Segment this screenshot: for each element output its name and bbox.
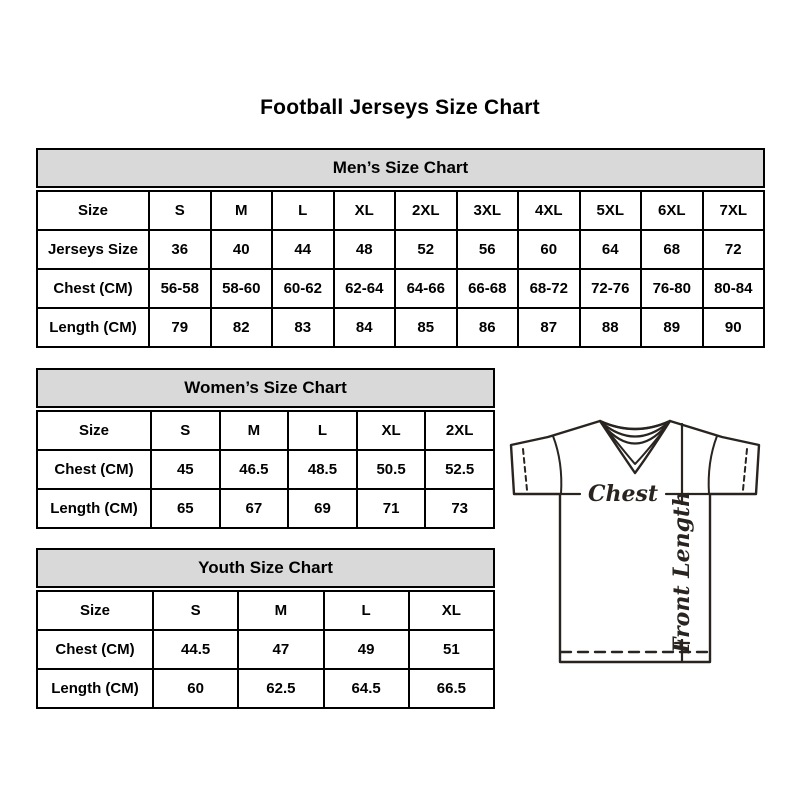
table-cell: XL (357, 411, 426, 450)
table-cell: 60-62 (272, 269, 334, 308)
table-cell: 50.5 (357, 450, 426, 489)
table-cell: 72-76 (580, 269, 642, 308)
table-cell: 36 (149, 230, 211, 269)
table-cell: 84 (334, 308, 396, 347)
table-cell: 44 (272, 230, 334, 269)
table-cell: 72 (703, 230, 765, 269)
youth-table-body (36, 590, 495, 709)
table-cell: 51 (409, 630, 494, 669)
chest-label: Chest (587, 481, 659, 507)
table-cell: 68 (641, 230, 703, 269)
table-cell: 7XL (703, 191, 765, 230)
table-cell: 73 (425, 489, 494, 528)
table-cell: S (149, 191, 211, 230)
youth-table-header: Youth Size Chart (36, 548, 495, 588)
table-cell: 3XL (457, 191, 519, 230)
table-cell: 80-84 (703, 269, 765, 308)
table-cell: 65 (151, 489, 220, 528)
table-row (37, 269, 764, 308)
row-label: Chest (CM) (37, 450, 151, 489)
womens-table-body (36, 410, 495, 529)
mens-table-header: Men’s Size Chart (36, 148, 765, 188)
table-cell: M (220, 411, 289, 450)
table-cell: 62-64 (334, 269, 396, 308)
table-cell: 62.5 (238, 669, 323, 708)
table-cell: 52.5 (425, 450, 494, 489)
table-row (37, 669, 494, 708)
table-cell: 40 (211, 230, 273, 269)
table-cell: 49 (324, 630, 409, 669)
table-cell: 60 (153, 669, 238, 708)
table-cell: 83 (272, 308, 334, 347)
table-cell: 85 (395, 308, 457, 347)
mens-table-body (36, 190, 765, 348)
table-cell: 69 (288, 489, 357, 528)
table-cell: S (151, 411, 220, 450)
table-cell: 48 (334, 230, 396, 269)
table-row (37, 191, 764, 230)
table-cell: 56 (457, 230, 519, 269)
table-cell: 71 (357, 489, 426, 528)
table-row (37, 450, 494, 489)
table-cell: 60 (518, 230, 580, 269)
table-cell: 47 (238, 630, 323, 669)
table-cell: XL (409, 591, 494, 630)
table-cell: 46.5 (220, 450, 289, 489)
table-cell: 64-66 (395, 269, 457, 308)
table-cell: 45 (151, 450, 220, 489)
row-label: Length (CM) (37, 308, 149, 347)
table-cell: XL (334, 191, 396, 230)
table-cell: M (211, 191, 273, 230)
table-cell: 86 (457, 308, 519, 347)
table-cell: L (272, 191, 334, 230)
table-cell: 76-80 (641, 269, 703, 308)
table-row (37, 411, 494, 450)
table-cell: 79 (149, 308, 211, 347)
table-cell: 52 (395, 230, 457, 269)
youth-size-table (36, 548, 495, 709)
table-cell: 66-68 (457, 269, 519, 308)
table-cell: 88 (580, 308, 642, 347)
table-cell: 82 (211, 308, 273, 347)
row-label: Size (37, 191, 149, 230)
jersey-body-outline (511, 421, 759, 662)
table-row (37, 489, 494, 528)
table-row (37, 630, 494, 669)
table-cell: 6XL (641, 191, 703, 230)
table-row (37, 591, 494, 630)
table-cell: 89 (641, 308, 703, 347)
table-cell: 90 (703, 308, 765, 347)
womens-size-table (36, 368, 495, 529)
table-cell: 67 (220, 489, 289, 528)
table-cell: 56-58 (149, 269, 211, 308)
table-row (37, 308, 764, 347)
table-cell: 87 (518, 308, 580, 347)
table-cell: 48.5 (288, 450, 357, 489)
row-label: Size (37, 591, 153, 630)
table-cell: L (324, 591, 409, 630)
table-cell: 64.5 (324, 669, 409, 708)
table-cell: 58-60 (211, 269, 273, 308)
jersey-measurement-diagram (503, 407, 775, 669)
front-length-label: Front Length (669, 490, 695, 654)
table-cell: 64 (580, 230, 642, 269)
jersey-illustration (503, 407, 775, 669)
table-cell: 5XL (580, 191, 642, 230)
row-label: Chest (CM) (37, 630, 153, 669)
table-cell: 2XL (425, 411, 494, 450)
row-label: Length (CM) (37, 669, 153, 708)
table-row (37, 230, 764, 269)
table-cell: L (288, 411, 357, 450)
table-cell: 44.5 (153, 630, 238, 669)
page-title: Football Jerseys Size Chart (260, 96, 540, 119)
row-label: Chest (CM) (37, 269, 149, 308)
row-label: Size (37, 411, 151, 450)
table-cell: 66.5 (409, 669, 494, 708)
table-cell: 68-72 (518, 269, 580, 308)
table-cell: M (238, 591, 323, 630)
row-label: Jerseys Size (37, 230, 149, 269)
mens-size-table (36, 148, 765, 348)
table-cell: 4XL (518, 191, 580, 230)
table-cell: S (153, 591, 238, 630)
womens-table-header: Women’s Size Chart (36, 368, 495, 408)
row-label: Length (CM) (37, 489, 151, 528)
table-cell: 2XL (395, 191, 457, 230)
